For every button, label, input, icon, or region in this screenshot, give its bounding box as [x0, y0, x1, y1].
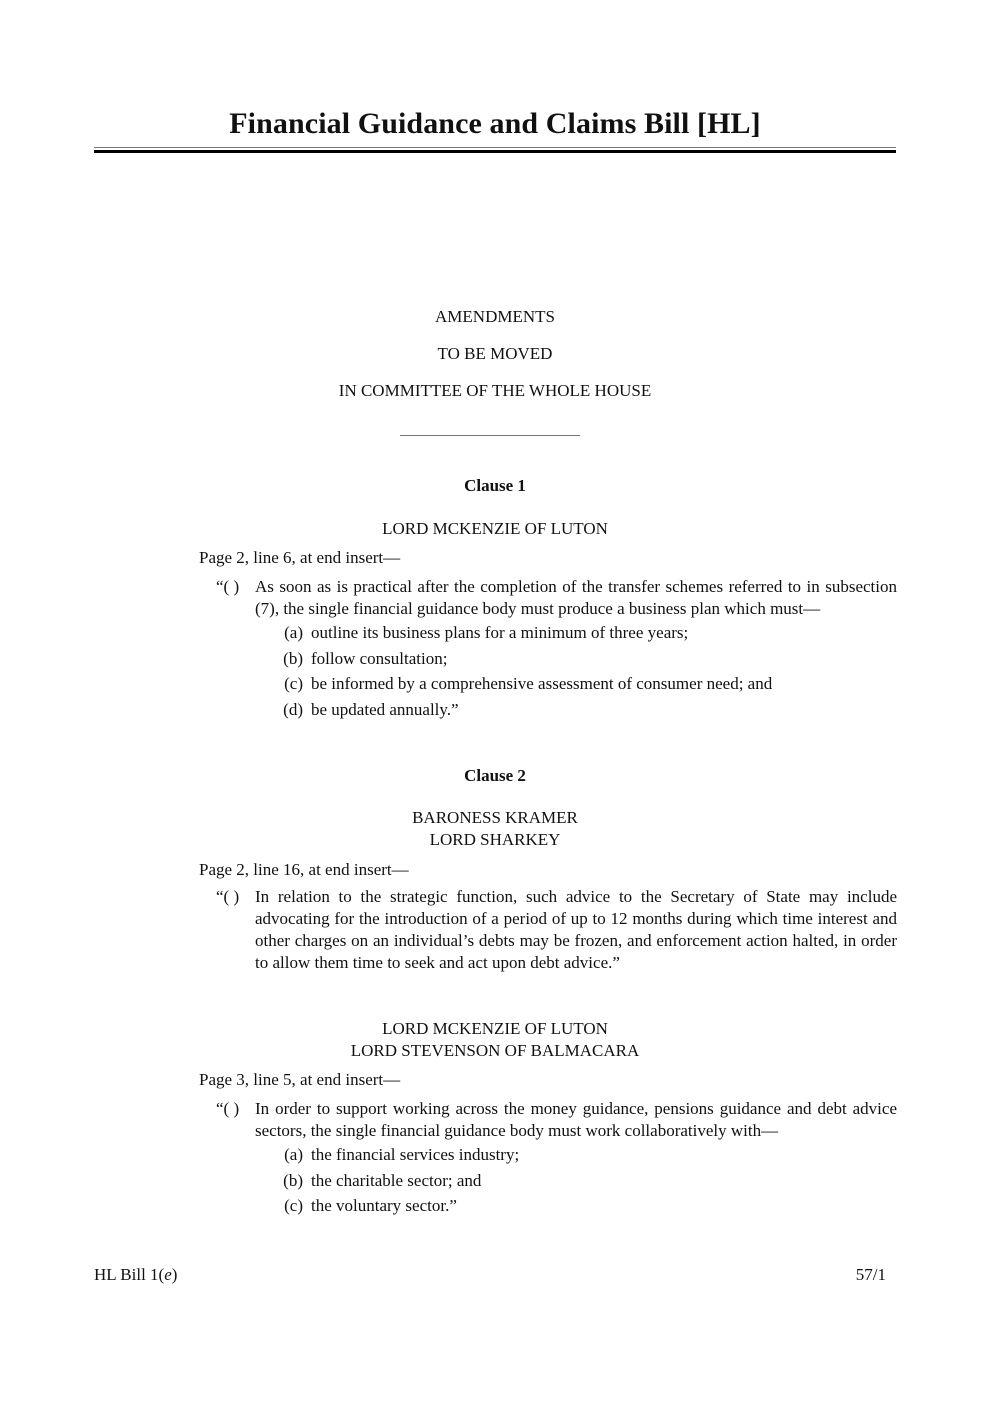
heading-amendments: AMENDMENTS [435, 307, 555, 326]
clause-heading-1: Clause 1 [464, 476, 526, 495]
sub-item-label: (c) [284, 674, 303, 693]
amendment-instruction: Page 2, line 6, at end insert— [199, 548, 401, 567]
sub-item-text: be informed by a comprehensive assessment of consumer need; and [311, 674, 773, 693]
mover-name: BARONESS KRAMER [412, 808, 578, 827]
heading-separator [400, 435, 580, 436]
bill-reference [94, 1264, 177, 1286]
sub-item-text: be updated annually.” [311, 699, 459, 719]
bill-reference-suffix: ) [171, 1265, 178, 1284]
sub-item-label: (a) [284, 1145, 303, 1164]
sub-item [216, 699, 897, 725]
sub-item [216, 648, 897, 674]
heading-to-be-moved: TO BE MOVED [437, 344, 553, 363]
title-rule-thin [94, 147, 896, 148]
page-reference: 57/1 [855, 1265, 886, 1284]
sub-item-text: the charitable sector; and [311, 1170, 482, 1190]
quote-open: “( ) [216, 577, 240, 596]
amendment-body: In relation to the strategic function, such advice to the Secretary of State may include advocating for the introduction of a period of up to 12 months during which time interest and other charges on an individual’s debts may be frozen, and enforcement action halted, in order to allow them time to seek and act upon debt advice.” [255, 887, 897, 972]
mover-name: LORD MCKENZIE OF LUTON [382, 1019, 608, 1038]
quote-open: “( ) [216, 887, 240, 906]
sub-item-label: (a) [284, 623, 303, 642]
sub-item-text: outline its business plans for a minimum of three years; [311, 623, 689, 642]
page-title: Financial Guidance and Claims Bill [HL] [229, 107, 761, 140]
mover-name: LORD SHARKEY [429, 830, 561, 849]
title-rule-thick [94, 150, 896, 153]
mover-name: LORD MCKENZIE OF LUTON [382, 519, 608, 538]
sub-item [216, 673, 897, 699]
sub-item-list [216, 1144, 897, 1221]
sub-item [216, 1195, 897, 1221]
sub-item-label: (b) [283, 1170, 303, 1190]
amendment-body: In order to support working across the money guidance, pensions guidance and debt advice sectors, the single financial guidance body must work collaboratively with— [255, 1099, 897, 1140]
sub-item [216, 622, 897, 648]
sub-item-text: the financial services industry; [311, 1145, 520, 1164]
amendment-text-block [216, 886, 897, 974]
sub-item-text: the voluntary sector.” [311, 1196, 457, 1215]
amendment-instruction: Page 3, line 5, at end insert— [199, 1070, 401, 1089]
quote-open: “( ) [216, 1099, 240, 1118]
amendment-instruction: Page 2, line 16, at end insert— [199, 860, 409, 879]
amendment-body: As soon as is practical after the completion of the transfer schemes referred to in subsection (7), the single financial guidance body must produce a business plan which must— [255, 577, 897, 618]
sub-item [216, 1144, 897, 1170]
sub-item-label: (b) [283, 648, 303, 668]
sub-item [216, 1170, 897, 1196]
clause-heading-2: Clause 2 [464, 766, 526, 785]
sub-item-label: (c) [284, 1196, 303, 1215]
amendment-text-block [216, 1098, 897, 1221]
mover-name: LORD STEVENSON OF BALMACARA [350, 1041, 640, 1060]
bill-reference-prefix: HL Bill 1( [94, 1265, 165, 1284]
heading-committee: IN COMMITTEE OF THE WHOLE HOUSE [338, 381, 652, 400]
sub-item-label: (d) [283, 699, 303, 719]
amendment-text-block [216, 576, 897, 724]
bill-reference-italic: e [164, 1265, 172, 1284]
sub-item-list [216, 622, 897, 724]
sub-item-text: follow consultation; [311, 648, 448, 668]
